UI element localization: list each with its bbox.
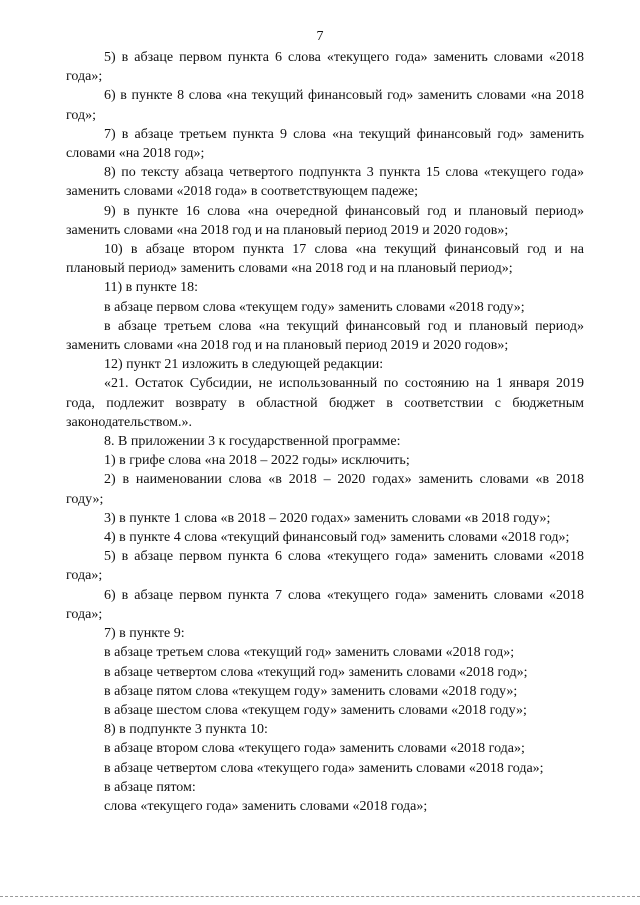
paragraph: в абзаце втором слова «текущего года» заменить словами «2018 года»; xyxy=(104,741,525,757)
paragraph: 5) в абзаце первом пункта 6 слова «текущего года» заменить словами «2018 года»; xyxy=(66,549,584,584)
paragraph: 7) в абзаце третьем пункта 9 слова «на текущий финансовый год» заменить словами «на 2018 год»; xyxy=(66,126,584,162)
paragraph: в абзаце пятом: xyxy=(104,779,196,795)
paragraph: 6) в пункте 8 слова «на текущий финансовый год» заменить словами «на 2018 год»; xyxy=(66,88,584,123)
page-bottom-divider xyxy=(0,896,640,897)
paragraph: 3) в пункте 1 слова «в 2018 – 2020 годах» заменить словами «в 2018 году»; xyxy=(104,510,551,526)
paragraph: 4) в пункте 4 слова «текущий финансовый год» заменить словами «2018 год»; xyxy=(104,530,570,546)
paragraph: 8) в подпункте 3 пункта 10: xyxy=(104,722,268,738)
paragraph: в абзаце третьем слова «текущий год» заменить словами «2018 год»; xyxy=(104,645,515,661)
paragraph: в абзаце шестом слова «текущем году» заменить словами «2018 году»; xyxy=(104,702,527,718)
paragraph: в абзаце четвертом слова «текущий год» заменить словами «2018 год»; xyxy=(104,664,528,680)
paragraph: 1) в грифе слова «на 2018 – 2022 годы» исключить; xyxy=(104,453,410,469)
paragraph: 2) в наименовании слова «в 2018 – 2020 годах» заменить словами «в 2018 году»; xyxy=(66,472,584,507)
paragraph: 6) в абзаце первом пункта 7 слова «текущего года» заменить словами «2018 года»; xyxy=(66,587,584,622)
page-number: 7 xyxy=(316,29,324,44)
paragraph: 11) в пункте 18: xyxy=(104,280,199,296)
paragraph: слова «текущего года» заменить словами «2018 года»; xyxy=(104,798,428,814)
paragraph: 5) в абзаце первом пункта 6 слова «текущего года» заменить словами «2018 года»; xyxy=(66,50,584,85)
document-body xyxy=(66,48,584,816)
paragraph: в абзаце первом слова «текущем году» заменить словами «2018 году»; xyxy=(104,299,525,315)
paragraph: 9) в пункте 16 слова «на очередной финансовый год и плановый период» заменить словами «на 2018 год и на плановый период 2019 и 2020 годов»; xyxy=(66,203,584,238)
paragraph: в абзаце третьем слова «на текущий финансовый год и плановый период» заменить словами «на 2018 год и на плановый период 2019 и 2020 годов»; xyxy=(66,318,584,354)
paragraph: 10) в абзаце втором пункта 17 слова «на текущий финансовый год и на плановый период» заменить словами «на 2018 год и на плановый период»; xyxy=(66,242,584,277)
paragraph: «21. Остаток Субсидии, не использованный по состоянию на 1 января 2019 года, подлежит возврату в областной бюджет в соответствии с бюджетным законодательством.». xyxy=(66,376,584,430)
paragraph: 12) пункт 21 изложить в следующей редакции: xyxy=(104,357,384,373)
paragraph: 8. В приложении 3 к государственной программе: xyxy=(104,434,401,450)
paragraph: 8) по тексту абзаца четвертого подпункта 3 пункта 15 слова «текущего года» заменить словами «2018 года» в соответствующем падеже; xyxy=(66,165,584,200)
paragraph: в абзаце пятом слова «текущем году» заменить словами «2018 году»; xyxy=(104,683,518,699)
paragraph: 7) в пункте 9: xyxy=(104,626,185,642)
paragraph: в абзаце четвертом слова «текущего года» заменить словами «2018 года»; xyxy=(104,760,544,776)
